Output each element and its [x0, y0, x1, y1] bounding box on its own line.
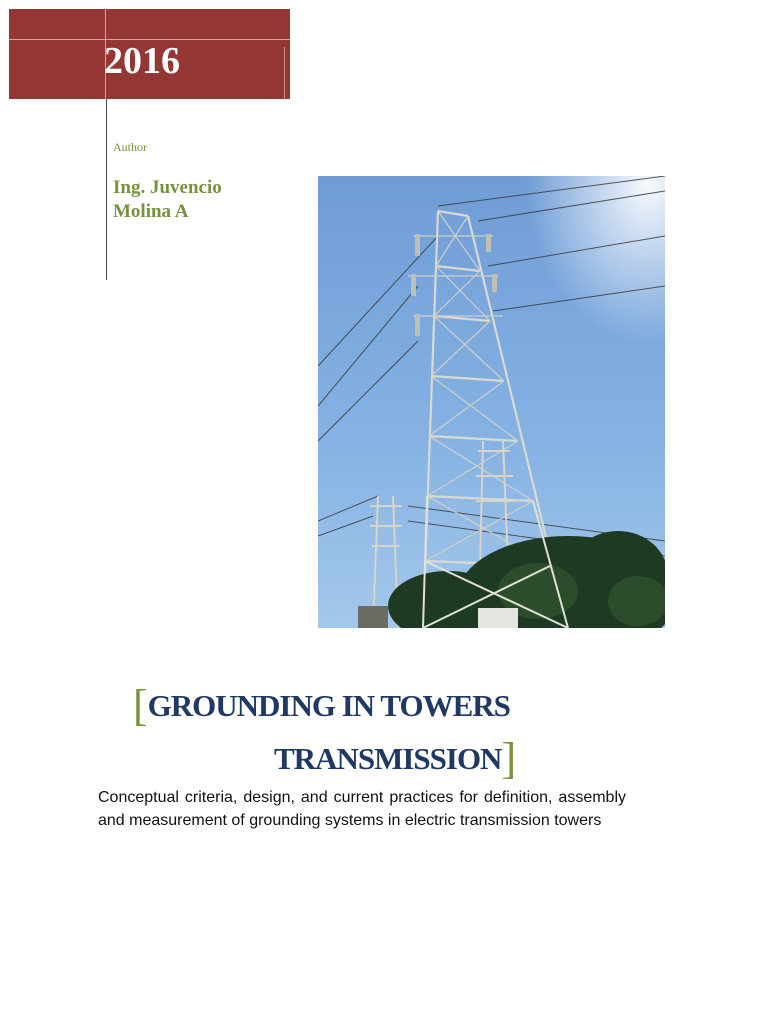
vertical-rule	[106, 99, 107, 280]
document-title-line1	[133, 681, 510, 730]
author-name	[113, 176, 222, 224]
year-label: 2016	[104, 40, 180, 82]
title-text-line2: TRANSMISSION	[274, 741, 502, 776]
title-close-bracket: ]	[501, 734, 517, 783]
document-title-line2	[274, 734, 517, 783]
author-name-line2: Molina A	[113, 201, 189, 222]
title-open-bracket: [	[133, 681, 148, 730]
document-subtitle: Conceptual criteria, design, and current practices for definition, assembly and measurement of grounding systems in electric transmission towers	[98, 789, 626, 829]
title-text-line1: GROUNDING IN TOWERS	[147, 688, 510, 723]
header-divider	[284, 47, 285, 99]
author-name-line1: Ing. Juvencio	[113, 177, 222, 198]
transmission-tower-photo	[318, 176, 665, 628]
author-label: Author	[113, 140, 147, 154]
cover-photo	[318, 176, 665, 628]
